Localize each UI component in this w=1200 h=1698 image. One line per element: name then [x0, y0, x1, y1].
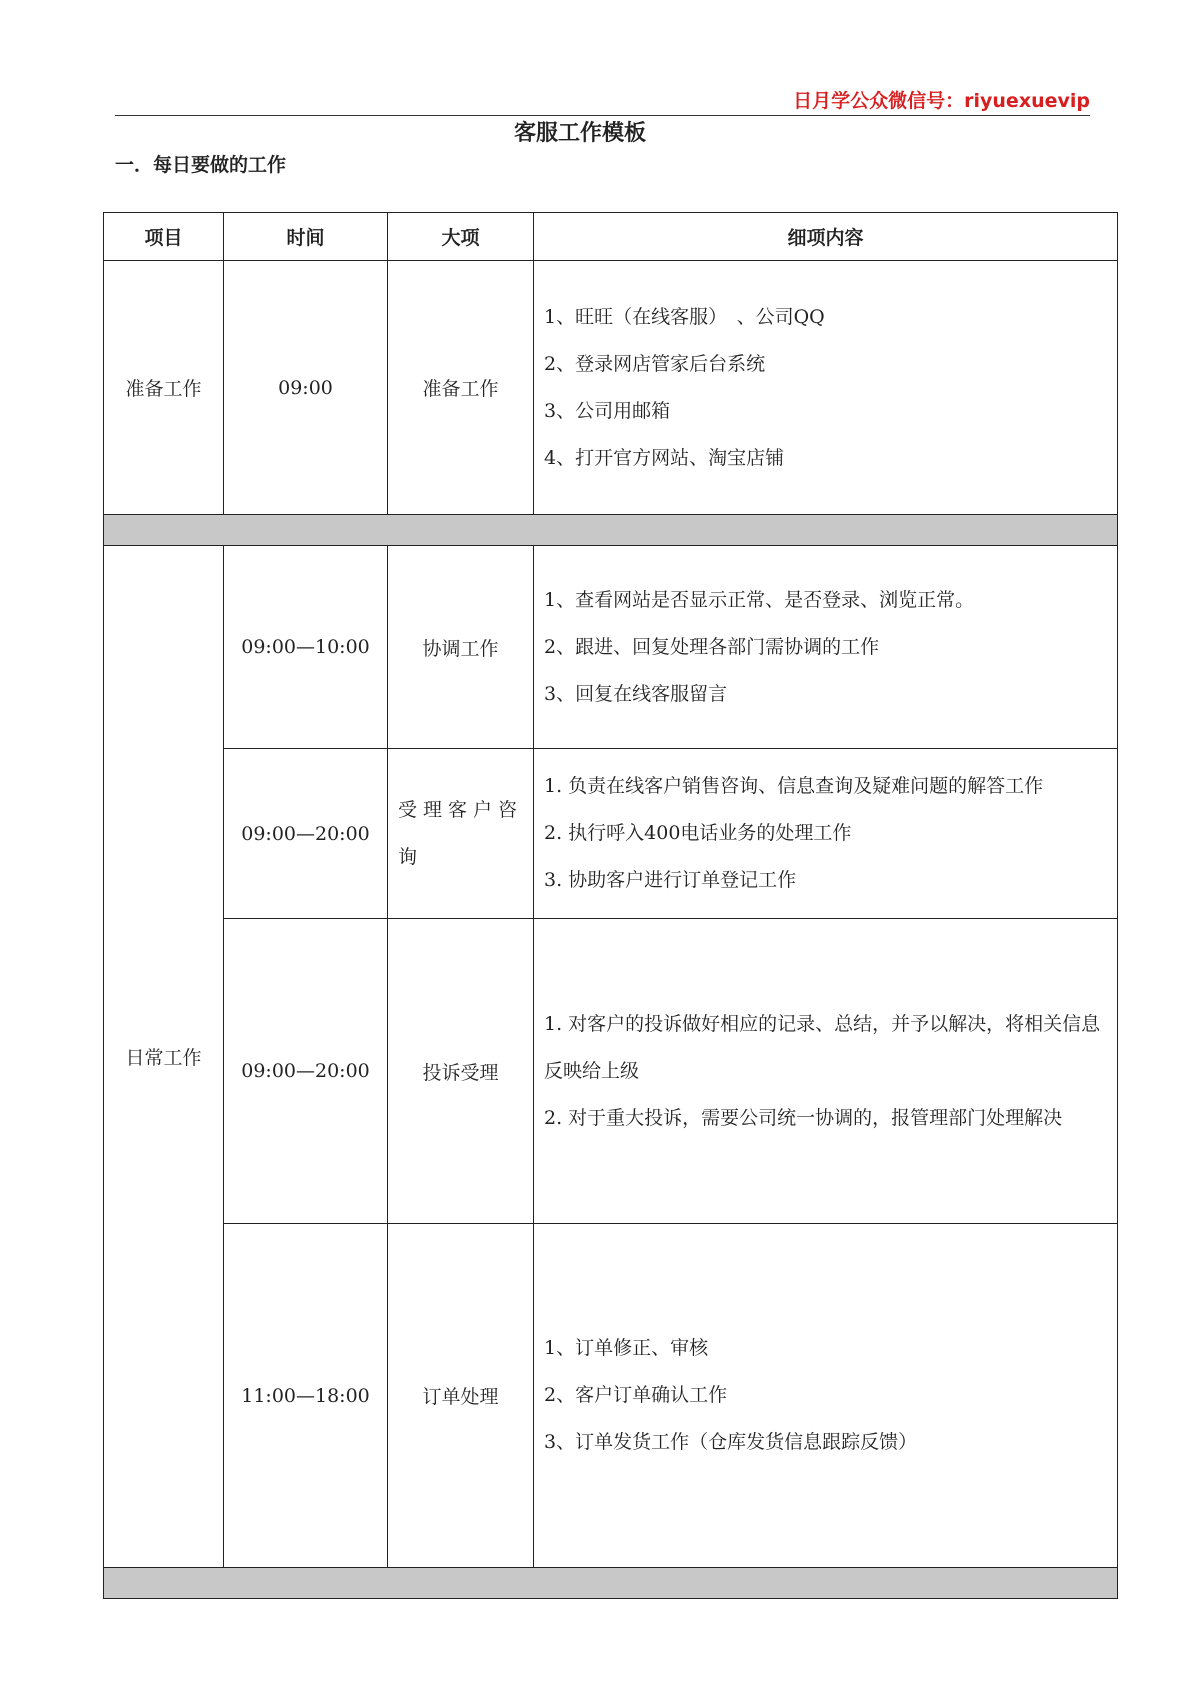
row-time: 09:00—20:00: [224, 919, 388, 1224]
detail-line: 3. 协助客户进行订单登记工作: [544, 869, 797, 891]
row-category: 受理客户咨询: [388, 749, 534, 919]
table-header-row: [104, 213, 1118, 261]
detail-line: 2、跟进、回复处理各部门需协调的工作: [544, 635, 880, 658]
row-details: [534, 1224, 1118, 1568]
prep-category: 准备工作: [388, 261, 534, 515]
row-category: 协调工作: [388, 546, 534, 749]
detail-line: 1. 对客户的投诉做好相应的记录、总结，并予以解决，将相关信息反映给上级: [544, 1012, 1101, 1082]
detail-line: 1、旺旺（在线客服） 、公司QQ: [544, 305, 825, 328]
column-header-details: 细项内容: [534, 213, 1118, 261]
spacer-cell: [104, 515, 1118, 546]
schedule-table: [103, 212, 1118, 1599]
column-header-time: 时间: [224, 213, 388, 261]
document-title: 客服工作模板: [513, 121, 646, 146]
row-time: 11:00—18:00: [224, 1224, 388, 1568]
prep-details: [534, 261, 1118, 515]
prep-time: 09:00: [224, 261, 388, 515]
row-category: 订单处理: [388, 1224, 534, 1568]
detail-line: 1. 负责在线客户销售咨询、信息查询及疑难问题的解答工作: [544, 775, 1044, 797]
table-row-coordination: [104, 546, 1118, 749]
spacer-cell: [104, 1568, 1118, 1599]
detail-line: 2. 执行呼入400电话业务的处理工作: [544, 822, 852, 844]
column-header-category: 大项: [388, 213, 534, 261]
detail-line: 1、订单修正、审核: [544, 1337, 709, 1359]
row-details: [534, 919, 1118, 1224]
row-details: [534, 749, 1118, 919]
spacer-row: [104, 515, 1118, 546]
table-row-inquiry: [104, 749, 1118, 919]
detail-line: 3、回复在线客服留言: [544, 682, 728, 705]
detail-line: 3、公司用邮箱: [544, 399, 671, 422]
daily-item: 日常工作: [104, 546, 224, 1568]
detail-line: 4、打开官方网站、淘宝店铺: [544, 446, 785, 469]
table-row-orders: [104, 1224, 1118, 1568]
row-time: 09:00—10:00: [224, 546, 388, 749]
header-note: 日月学公众微信号：riyuexuevip: [793, 90, 1090, 112]
section-heading: 一．每日要做的工作: [115, 154, 287, 176]
detail-line: 2、登录网店管家后台系统: [544, 352, 766, 375]
column-header-item: 项目: [104, 213, 224, 261]
detail-line: 2、客户订单确认工作: [544, 1384, 728, 1406]
table-row-complaint: [104, 919, 1118, 1224]
detail-line: 3、订单发货工作（仓库发货信息跟踪反馈）: [544, 1431, 918, 1453]
table-row-prep: [104, 261, 1118, 515]
spacer-row: [104, 1568, 1118, 1599]
detail-line: 2. 对于重大投诉，需要公司统一协调的，报管理部门处理解决: [544, 1106, 1063, 1129]
detail-line: 1、查看网站是否显示正常、是否登录、浏览正常。: [544, 588, 975, 611]
row-category: 投诉受理: [388, 919, 534, 1224]
prep-item: 准备工作: [104, 261, 224, 515]
row-time: 09:00—20:00: [224, 749, 388, 919]
row-details: [534, 546, 1118, 749]
